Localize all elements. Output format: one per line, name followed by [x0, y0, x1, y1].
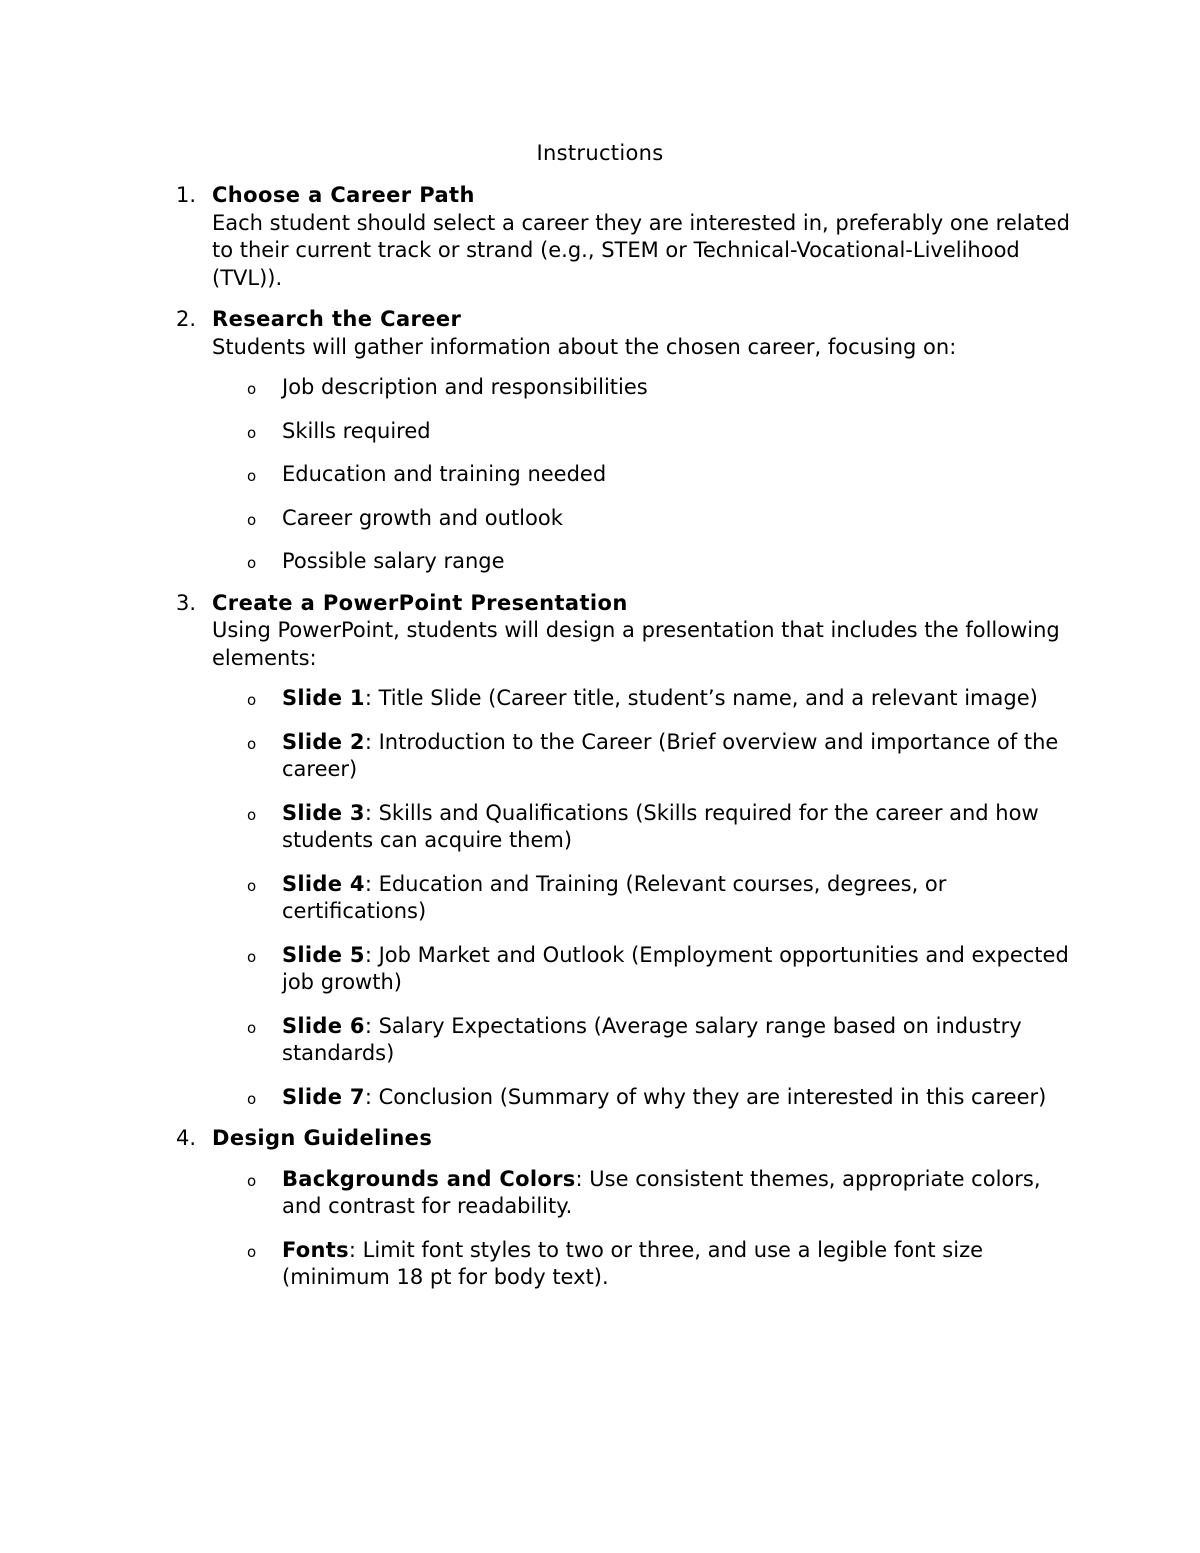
bullet-marker: o [247, 423, 257, 442]
list-item [212, 374, 1080, 402]
guideline-description: : Limit font styles to two or three, and use a legible font size (minimum 18 pt for body text). [282, 1237, 984, 1289]
instruction-section [0, 590, 1200, 1112]
slide-description: : Salary Expectations (Average salary range based on industry standards) [282, 1013, 1022, 1065]
guideline-label: Backgrounds and Colors [282, 1166, 576, 1191]
guideline-item [212, 1237, 1080, 1292]
bullet-marker: o [247, 947, 257, 966]
slide-label: Slide 6 [282, 1013, 365, 1038]
bullet-marker: o [247, 1018, 257, 1037]
bullet-marker: o [247, 691, 257, 709]
bullet-marker: o [247, 1089, 257, 1108]
slide-label: Slide 5 [282, 942, 365, 967]
bullet-marker: o [247, 734, 257, 753]
slide-description: : Conclusion (Summary of why they are interested in this career) [364, 1084, 1047, 1109]
bullet-marker: o [247, 510, 257, 529]
list-item-text: Education and training needed [282, 462, 607, 486]
bullet-marker: o [247, 805, 257, 824]
section-number: 2. [176, 307, 197, 331]
section-heading: Research the Career [212, 307, 462, 331]
slide-description: : Title Slide (Career title, student’s name, and a relevant image) [364, 686, 1038, 710]
slide-description: : Education and Training (Relevant courses, degrees, or certifications) [282, 871, 947, 923]
slide-description: : Introduction to the Career (Brief overview and importance of the career) [282, 729, 1059, 781]
section-description: Students will gather information about the chosen career, focusing on: [212, 334, 957, 359]
section-description: Each student should select a career they are interested in, preferably one related to their current track or strand (e.g., STEM or Technical-Vocational-Livelihood (TVL)). [212, 210, 1070, 290]
section-number: 4. [176, 1126, 197, 1150]
slide-item [212, 685, 1080, 713]
instruction-list [0, 182, 1200, 1306]
bullet-marker: o [247, 1171, 257, 1190]
slide-label: Slide 2 [282, 729, 365, 754]
slide-item [212, 1084, 1080, 1112]
guideline-item [212, 1166, 1080, 1221]
slide-description: : Job Market and Outlook (Employment opportunities and expected job growth) [282, 942, 1069, 994]
list-item [212, 461, 1080, 489]
list-item-text: Skills required [282, 418, 431, 443]
list-item-text: Career growth and outlook [282, 505, 563, 530]
slide-label: Slide 1 [282, 686, 365, 710]
section-heading: Design Guidelines [212, 1126, 433, 1150]
list-item [212, 418, 1080, 446]
guideline-description: : Use consistent themes, appropriate colors, and contrast for readability. [282, 1166, 1041, 1218]
instruction-section [0, 1125, 1200, 1292]
list-item [212, 505, 1080, 533]
slide-label: Slide 4 [282, 871, 365, 896]
instruction-section [0, 306, 1200, 576]
document-title: Instructions [536, 141, 664, 165]
guideline-label: Fonts [282, 1237, 349, 1262]
slide-label: Slide 3 [282, 800, 365, 825]
slide-item [212, 871, 1080, 926]
bullet-marker: o [247, 1242, 257, 1261]
bullet-marker: o [247, 467, 257, 485]
bullet-marker: o [247, 380, 257, 398]
instruction-section [0, 182, 1200, 292]
bullet-list [212, 1166, 1080, 1292]
bullet-marker: o [247, 554, 257, 572]
slide-item [212, 729, 1080, 784]
slide-label: Slide 7 [282, 1084, 365, 1109]
slide-item [212, 800, 1080, 855]
slide-description: : Skills and Qualifications (Skills required for the career and how students can acquire them) [282, 800, 1039, 852]
section-number: 3. [176, 590, 197, 615]
slide-item [212, 942, 1080, 997]
section-heading: Choose a Career Path [212, 183, 475, 207]
section-heading: Create a PowerPoint Presentation [212, 590, 628, 615]
bullet-marker: o [247, 876, 257, 895]
section-number: 1. [176, 183, 197, 207]
list-item-text: Job description and responsibilities [282, 375, 648, 399]
section-description: Using PowerPoint, students will design a presentation that includes the following elements: [212, 618, 1060, 670]
bullet-list [212, 374, 1080, 576]
list-item-text: Possible salary range [282, 549, 505, 573]
slide-item [212, 1013, 1080, 1068]
list-item [212, 548, 1080, 576]
bullet-list [212, 685, 1080, 1111]
